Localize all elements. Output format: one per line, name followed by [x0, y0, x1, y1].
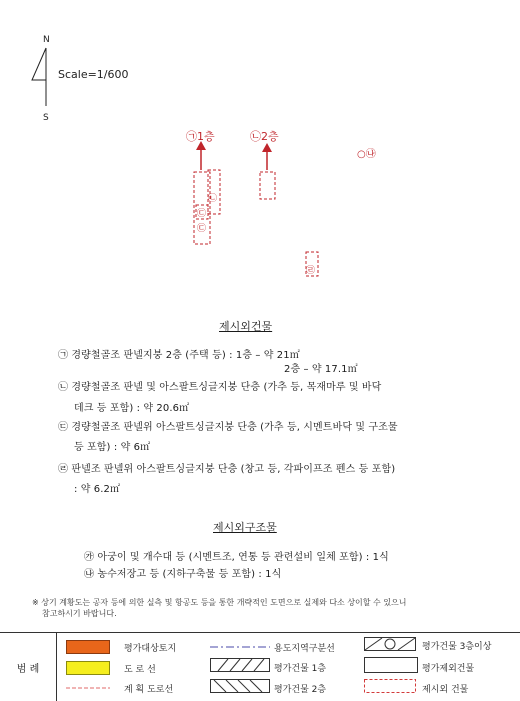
legend-label-extra-building: 제시외 건물	[422, 685, 469, 695]
building-item-2-line1: ㉡ 경량철골조 판넬 및 아스팔트싱글지붕 단층 (가추 등, 목재마루 및 바닥	[58, 382, 382, 393]
legend-header: 범 례	[0, 633, 57, 701]
legend-swatch-planned-road	[66, 685, 110, 691]
structure-mark-label: ○㉯	[357, 149, 376, 160]
legend-label-building-1f: 평가건물 1층	[274, 664, 327, 674]
mark-c2-label: ㉢	[197, 224, 207, 234]
excluded-structures-title: 제시외구조물	[213, 521, 277, 534]
structure-item-2: ㉯ 농수저장고 등 (지하구축물 등 포함) : 1식	[84, 569, 282, 580]
building-item-4-line1: ㉣ 판넬조 판넬위 아스팔트싱글지붕 단층 (창고 등, 각파이프조 펜스 등 포함)	[58, 464, 396, 475]
legend-label-planned-road: 계 획 도로선	[124, 685, 174, 695]
mark-d-label: ㉣	[306, 266, 316, 276]
legend-label-building-3f: 평가건물 3층이상	[422, 642, 492, 652]
bldg2-label: ㉡2층	[250, 130, 279, 143]
building-item-4-line2: : 약 6.2㎡	[74, 484, 121, 495]
legend-swatch-building-1f	[210, 658, 270, 672]
legend-swatch-building-2f	[210, 679, 270, 693]
legend-label-zone-line: 용도지역구분선	[274, 644, 335, 654]
building-item-1-line1: ㉠ 경량철골조 판넬지붕 2층 (주택 등) : 1층 – 약 21㎡	[58, 350, 300, 361]
disclaimer-line2: 참고하시기 바랍니다.	[42, 609, 117, 618]
legend-label-road: 도 로 선	[124, 665, 156, 675]
north-label: N	[43, 35, 50, 45]
legend-swatch-target-land	[66, 640, 110, 654]
legend-label-target-land: 평가대상토지	[124, 644, 177, 654]
building-item-3-line1: ㉢ 경량철골조 판넬위 아스팔트싱글지붕 단층 (가추 등, 시멘트바닥 및 구조물	[58, 422, 398, 433]
south-label: S	[43, 113, 49, 123]
building-item-2-line2: 데크 등 포함) : 약 20.6㎡	[74, 403, 190, 414]
site-plan	[0, 0, 520, 300]
bldg1-label: ㉠1층	[186, 130, 215, 143]
mark-c-label: ㉢	[197, 209, 207, 219]
legend-swatch-building-3f	[364, 637, 416, 651]
legend-swatch-zone-line	[210, 644, 270, 650]
excluded-buildings-title: 제시외건물	[219, 320, 273, 333]
building-item-3-line2: 등 포함) : 약 6㎡	[74, 442, 151, 453]
structure-item-1: ㉮ 아궁이 및 개수대 등 (시멘트조, 연통 등 관련설비 일체 포함) : 1식	[84, 552, 389, 563]
legend-label-excluded: 평가제외건물	[422, 664, 475, 674]
arrowhead-bldg2	[262, 143, 272, 152]
disclaimer-line1: ※ 상기 계황도는 공자 등에 의한 실측 및 항공도 등을 통한 개략적인 도면으로 실제와 다소 상이할 수 있으니	[32, 598, 407, 607]
scale-label: Scale=1/600	[58, 68, 129, 81]
legend	[0, 632, 520, 701]
building-2f-outline	[260, 172, 275, 199]
legend-swatch-extra-building	[364, 679, 416, 693]
legend-swatch-road	[66, 661, 110, 675]
legend-label-building-2f: 평가건물 2층	[274, 685, 327, 695]
legend-swatch-excluded	[364, 657, 418, 673]
building-item-1-line2: 2층 – 약 17.1㎡	[284, 364, 358, 375]
mark-b-label: ㉡	[208, 194, 218, 204]
